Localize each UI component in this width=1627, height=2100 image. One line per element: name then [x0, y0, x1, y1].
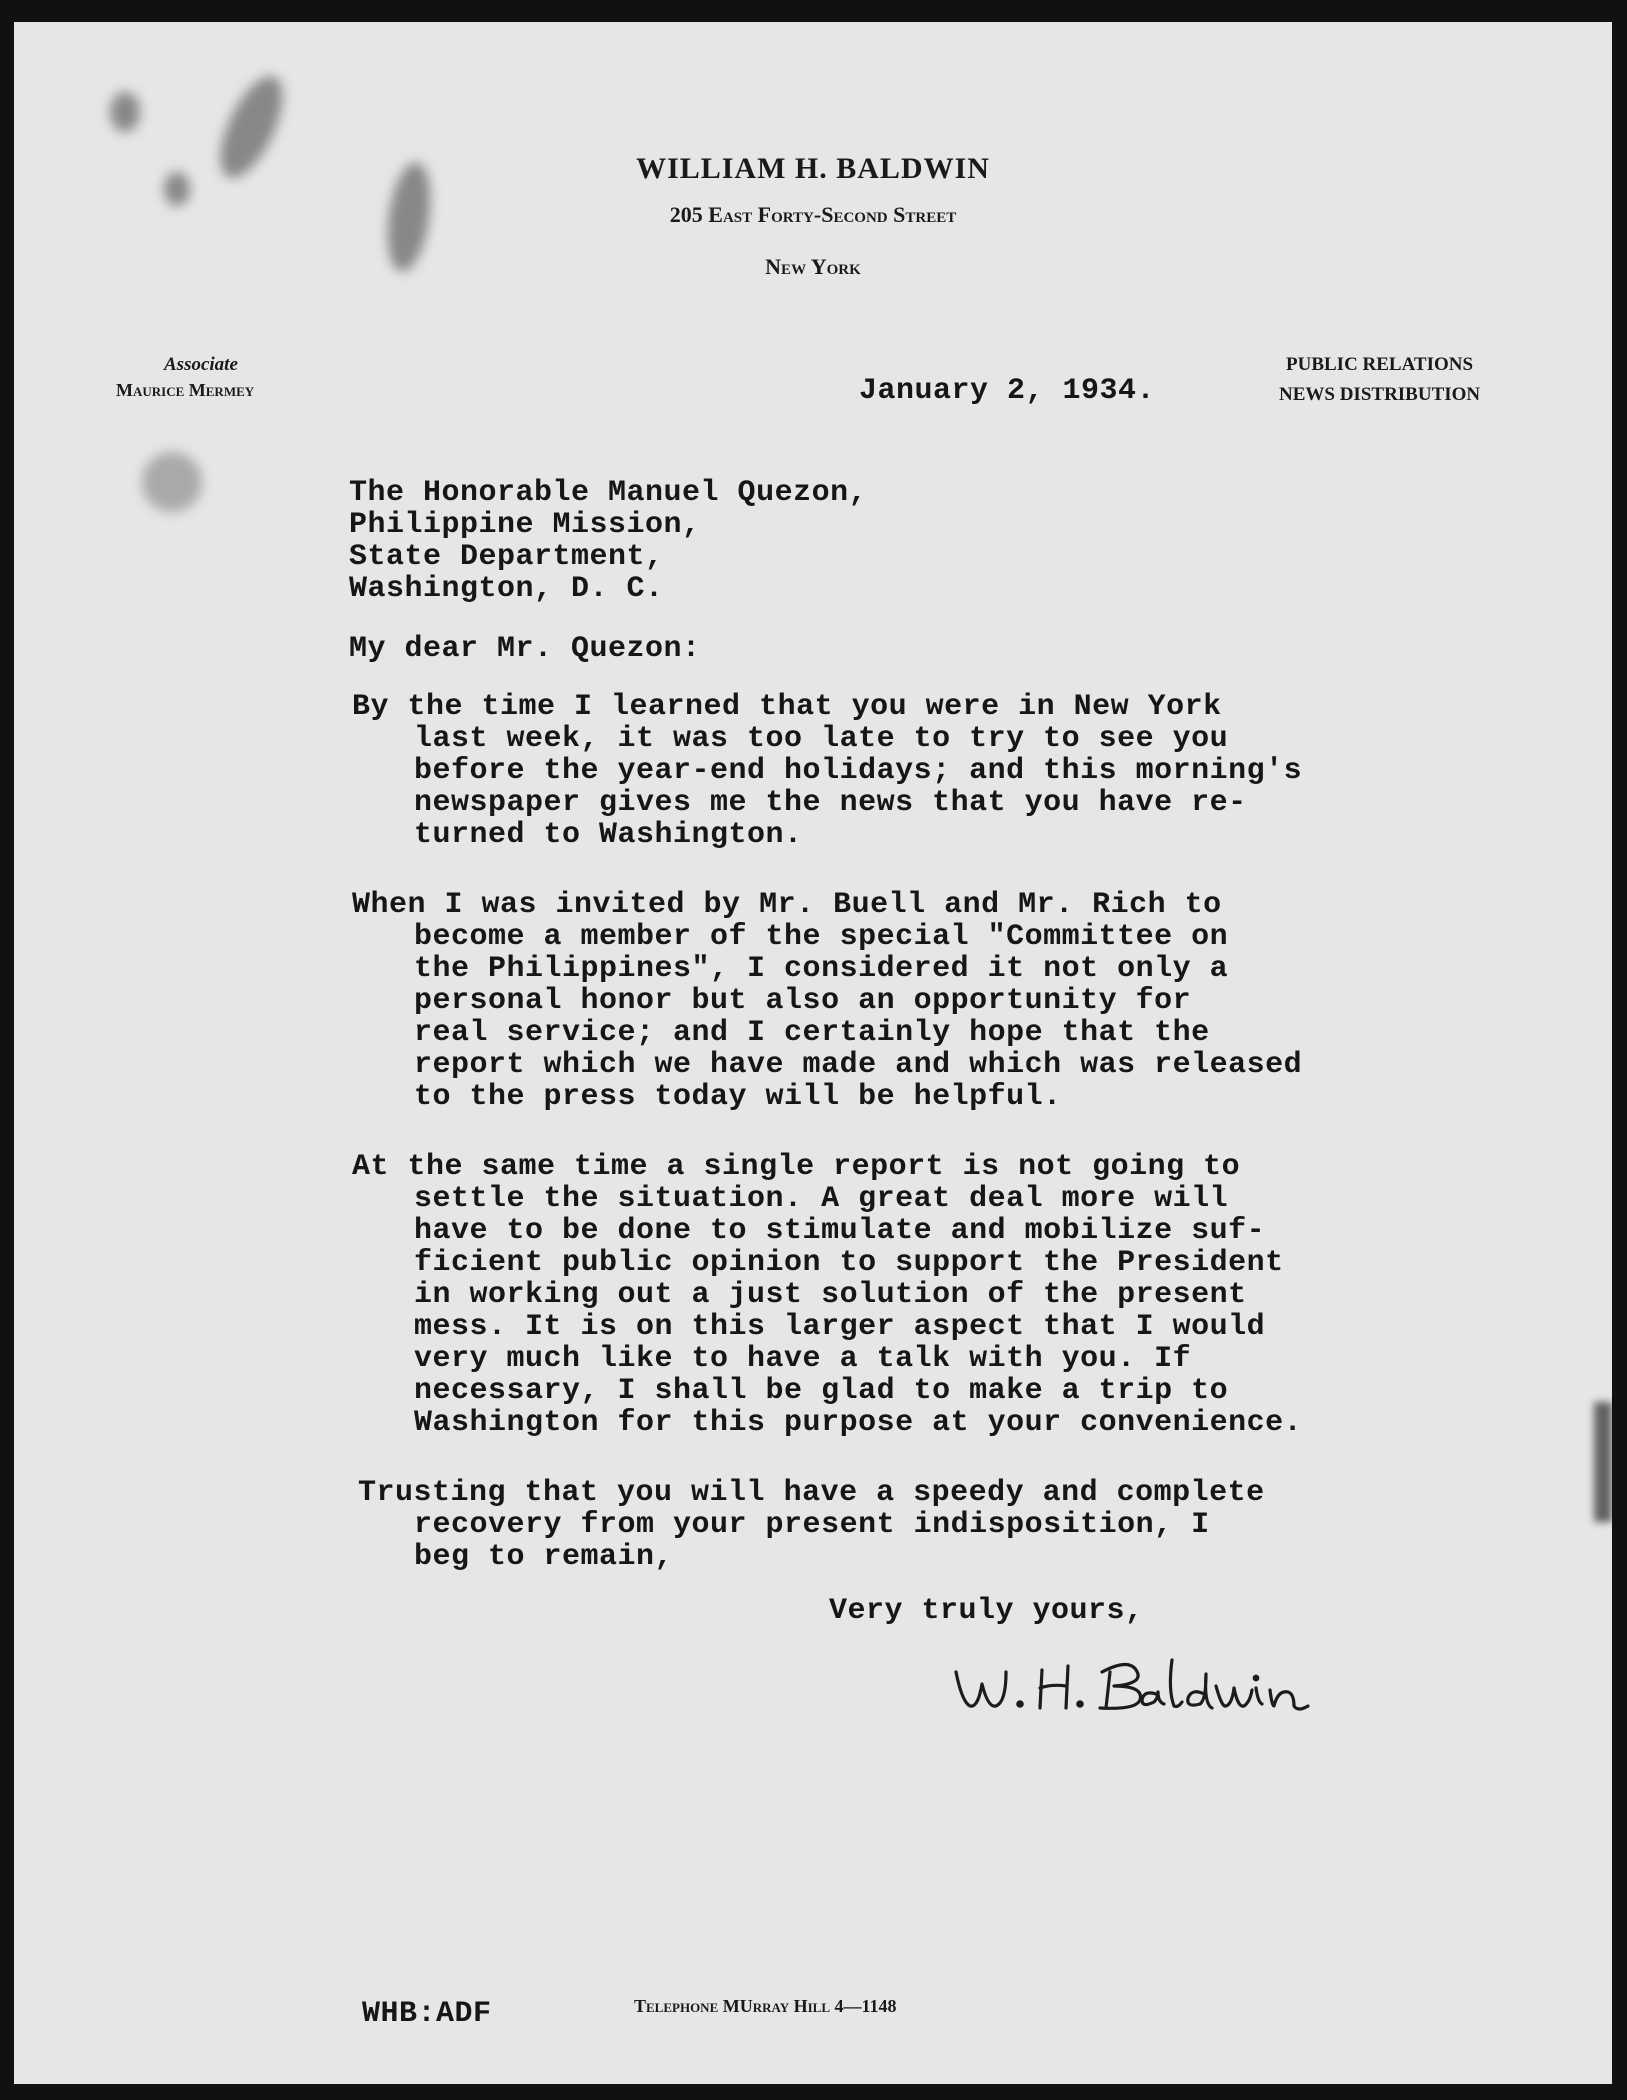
body-line: real service; and I certainly hope that the — [414, 1016, 1210, 1050]
services-public-relations: PUBLIC RELATIONS — [1286, 354, 1474, 375]
body-line: At the same time a single report is not going to — [352, 1150, 1241, 1184]
body-line: Trusting that you will have a speedy and complete — [358, 1476, 1265, 1510]
body-line: When I was invited by Mr. Buell and Mr. Rich to — [352, 888, 1222, 922]
body-line: the Philippines", I considered it not only a — [414, 952, 1229, 986]
closing: Very truly yours, — [829, 1594, 1144, 1628]
ink-stain — [142, 452, 202, 512]
letter-page — [14, 22, 1612, 2084]
telephone: Telephone MUrray Hill 4—1148 — [634, 1996, 897, 2016]
body-line: settle the situation. A great deal more will — [414, 1182, 1229, 1216]
body-line: necessary, I shall be glad to make a trip to — [414, 1374, 1229, 1408]
body-line: turned to Washington. — [414, 818, 803, 852]
body-line: ficient public opinion to support the President — [414, 1246, 1284, 1280]
letterhead-name: WILLIAM H. BALDWIN — [636, 152, 990, 185]
body-line: very much like to have a talk with you. If — [414, 1342, 1192, 1376]
body-line: have to be done to stimulate and mobilize suf- — [414, 1214, 1266, 1248]
associate-name: Maurice Mermey — [116, 380, 255, 400]
body-line: before the year-end holidays; and this morning's — [414, 754, 1303, 788]
body-line: recovery from your present indisposition, I — [414, 1508, 1210, 1542]
ink-stain — [110, 92, 140, 132]
salutation: My dear Mr. Quezon: — [349, 632, 701, 666]
address-line: State Department, — [349, 540, 664, 574]
body-line: to the press today will be helpful. — [414, 1080, 1062, 1114]
letterhead-street: 205 East Forty-Second Street — [669, 202, 957, 227]
letterhead-city: New York — [765, 254, 861, 279]
page-edge-shadow — [1594, 1402, 1612, 1522]
body-line: become a member of the special "Committee on — [414, 920, 1229, 954]
typist-initials: WHB:ADF — [362, 1997, 492, 2031]
body-line: personal honor but also an opportunity for — [414, 984, 1192, 1018]
address-line: Philippine Mission, — [349, 508, 701, 542]
body-line: in working out a just solution of the present — [414, 1278, 1247, 1312]
body-line: mess. It is on this larger aspect that I would — [414, 1310, 1266, 1344]
body-line: newspaper gives me the news that you have re- — [414, 786, 1247, 820]
body-line: By the time I learned that you were in New York — [352, 690, 1222, 724]
address-line: Washington, D. C. — [349, 572, 664, 606]
body-line: report which we have made and which was released — [414, 1048, 1303, 1082]
body-line: beg to remain, — [414, 1540, 674, 1574]
services-news-distribution: NEWS DISTRIBUTION — [1279, 384, 1481, 405]
handwritten-signature — [934, 1642, 1354, 1732]
letter-date: January 2, 1934. — [859, 374, 1156, 408]
body-line: last week, it was too late to try to see you — [414, 722, 1229, 756]
body-line: Washington for this purpose at your convenience. — [414, 1406, 1303, 1440]
associate-label: Associate — [164, 354, 238, 375]
address-line: The Honorable Manuel Quezon, — [349, 476, 868, 510]
